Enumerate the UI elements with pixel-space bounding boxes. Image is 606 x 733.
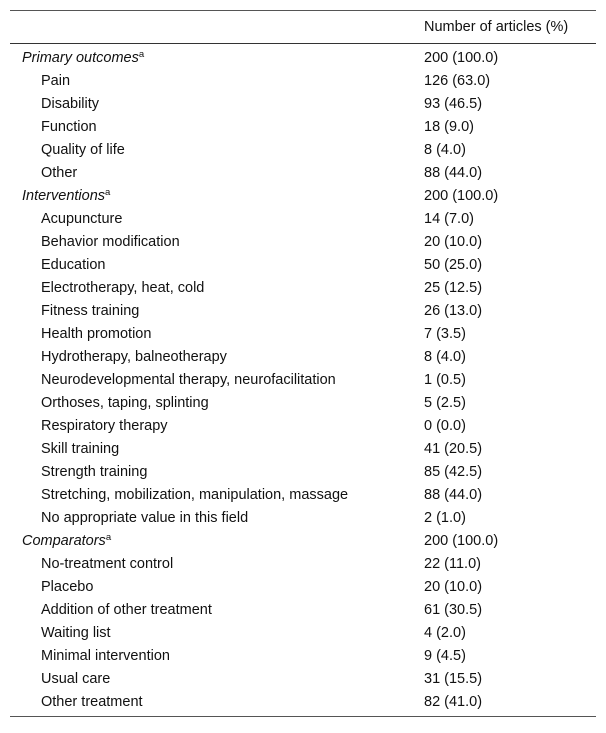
row-value: 82 (41.0) bbox=[424, 693, 483, 710]
group-title-cell bbox=[10, 533, 414, 549]
row-value: 25 (12.5) bbox=[424, 279, 483, 296]
table-row bbox=[10, 207, 596, 230]
row-label: Strength training bbox=[41, 463, 148, 480]
row-value: 50 (25.0) bbox=[424, 256, 483, 273]
row-value: 18 (9.0) bbox=[424, 118, 474, 135]
table-body bbox=[10, 44, 596, 716]
footnote-marker: a bbox=[105, 531, 112, 543]
row-label: Orthoses, taping, splinting bbox=[41, 394, 209, 411]
table-row bbox=[10, 69, 596, 92]
row-label: Placebo bbox=[41, 578, 94, 595]
row-value: 22 (11.0) bbox=[424, 555, 481, 572]
table-row bbox=[10, 575, 596, 598]
row-label: Behavior modification bbox=[41, 233, 180, 250]
table-header bbox=[10, 11, 596, 44]
group-total: 200 (100.0) bbox=[424, 532, 499, 549]
row-value: 14 (7.0) bbox=[424, 210, 474, 227]
row-label: Stretching, mobilization, manipulation, massage bbox=[41, 486, 349, 503]
row-label: No appropriate value in this field bbox=[41, 509, 249, 526]
table-row bbox=[10, 644, 596, 667]
row-value: 93 (46.5) bbox=[424, 95, 483, 112]
row-label: Other bbox=[41, 164, 78, 181]
group-title: Comparators bbox=[22, 532, 106, 549]
group-header-row bbox=[10, 529, 596, 552]
table-row bbox=[10, 322, 596, 345]
row-label: Addition of other treatment bbox=[41, 601, 212, 618]
row-value: 31 (15.5) bbox=[424, 670, 483, 687]
group-title-cell bbox=[10, 50, 414, 66]
table-row bbox=[10, 253, 596, 276]
row-value: 88 (44.0) bbox=[424, 164, 483, 181]
row-value: 8 (4.0) bbox=[424, 141, 466, 158]
row-label: Health promotion bbox=[41, 325, 152, 342]
row-value: 5 (2.5) bbox=[424, 394, 466, 411]
row-value: 20 (10.0) bbox=[424, 233, 483, 250]
table-row bbox=[10, 391, 596, 414]
row-value: 2 (1.0) bbox=[424, 509, 466, 526]
table-row bbox=[10, 368, 596, 391]
footnote-marker: a bbox=[138, 48, 145, 60]
row-label: Other treatment bbox=[41, 693, 143, 710]
data-table bbox=[10, 10, 596, 717]
row-value: 126 (63.0) bbox=[424, 72, 491, 89]
table-row bbox=[10, 506, 596, 529]
row-label: Skill training bbox=[41, 440, 120, 457]
table-row bbox=[10, 345, 596, 368]
row-label: Education bbox=[41, 256, 106, 273]
table-row bbox=[10, 230, 596, 253]
group-title: Primary outcomes bbox=[22, 49, 139, 66]
row-label: Acupuncture bbox=[41, 210, 123, 227]
footnote-marker: a bbox=[105, 186, 111, 198]
row-label: Minimal intervention bbox=[41, 647, 170, 664]
row-label: Fitness training bbox=[41, 302, 140, 319]
row-value: 88 (44.0) bbox=[424, 486, 483, 503]
table-row bbox=[10, 552, 596, 575]
row-label: Electrotherapy, heat, cold bbox=[41, 279, 205, 296]
row-label: No-treatment control bbox=[41, 555, 174, 572]
table-row bbox=[10, 598, 596, 621]
group-total: 200 (100.0) bbox=[424, 49, 499, 66]
row-value: 61 (30.5) bbox=[424, 601, 483, 618]
row-value: 9 (4.5) bbox=[424, 647, 466, 664]
row-value: 0 (0.0) bbox=[424, 417, 466, 434]
row-label: Hydrotherapy, balneotherapy bbox=[41, 348, 227, 365]
row-value: 26 (13.0) bbox=[424, 302, 483, 319]
row-label: Quality of life bbox=[41, 141, 125, 158]
group-header-row bbox=[10, 184, 596, 207]
row-label: Function bbox=[41, 118, 97, 135]
table-row bbox=[10, 414, 596, 437]
table-row bbox=[10, 460, 596, 483]
table-row bbox=[10, 138, 596, 161]
row-label: Usual care bbox=[41, 670, 111, 687]
table-row bbox=[10, 92, 596, 115]
row-value: 1 (0.5) bbox=[424, 371, 466, 388]
table-row bbox=[10, 299, 596, 322]
row-label: Neurodevelopmental therapy, neurofacilitation bbox=[41, 371, 336, 388]
header-count-column: Number of articles (%) bbox=[424, 19, 569, 35]
row-value: 85 (42.5) bbox=[424, 463, 483, 480]
row-value: 4 (2.0) bbox=[424, 624, 466, 641]
table-row bbox=[10, 161, 596, 184]
group-header-row bbox=[10, 46, 596, 69]
table-row bbox=[10, 437, 596, 460]
row-value: 8 (4.0) bbox=[424, 348, 466, 365]
group-total: 200 (100.0) bbox=[424, 187, 499, 204]
row-label: Waiting list bbox=[41, 624, 111, 641]
row-label: Disability bbox=[41, 95, 100, 112]
row-value: 7 (3.5) bbox=[424, 325, 466, 342]
row-value: 41 (20.5) bbox=[424, 440, 483, 457]
row-label: Pain bbox=[41, 72, 71, 89]
table-row bbox=[10, 115, 596, 138]
row-label: Respiratory therapy bbox=[41, 417, 168, 434]
table-row bbox=[10, 690, 596, 713]
group-title: Interventions bbox=[22, 187, 106, 204]
table-row bbox=[10, 483, 596, 506]
table-row bbox=[10, 667, 596, 690]
group-title-cell bbox=[10, 188, 414, 204]
table-row bbox=[10, 621, 596, 644]
row-value: 20 (10.0) bbox=[424, 578, 483, 595]
table-row bbox=[10, 276, 596, 299]
